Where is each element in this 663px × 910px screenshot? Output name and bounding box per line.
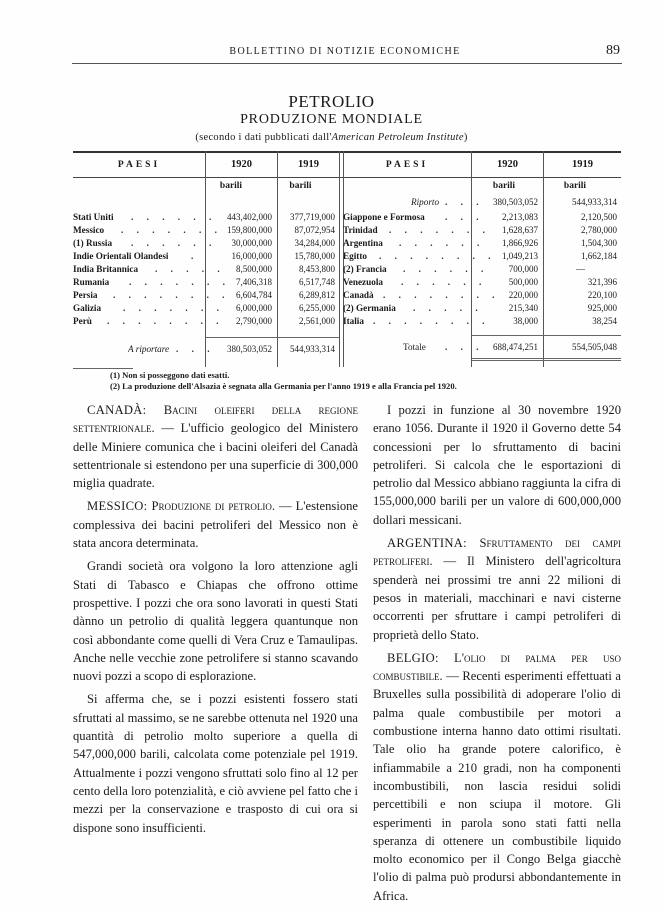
country-name: Italia: [343, 316, 364, 326]
value-1919: —: [576, 264, 585, 274]
header-rule: [72, 63, 622, 64]
leader-dots: . . . . .: [155, 264, 226, 274]
header-paesi-left: PAESI: [117, 160, 161, 170]
paragraph: I pozzi in funzione al 30 novembre 1920 erano 1056. Durante il 1920 il Governo dette 54 concessioni per lo sfruttamento di bacini petroliferi. Si calcola che le esportazioni di petrolio dal Messico abbiano raggiunta la cifra di 155,000,000 barili per un valore di 600,000,000 dollari messicani.: [373, 403, 621, 527]
country-name: Indie Orientali Olandesi: [73, 251, 169, 261]
carry-1920: 380,503,052: [493, 197, 538, 207]
article-body: — L'ufficio geologico del Ministero delle Miniere comunica che i bacini oleiferi del Canadà settentrionale si estendono per una superficie di 300,000 miglia quadrate.: [73, 421, 358, 491]
article-body: — L'estensione complessiva dei bacini petroliferi del Messico non è stata ancora determinata.: [73, 499, 358, 551]
subtotal-1919: 544,933,314: [290, 344, 335, 354]
country-name: Venezuola: [343, 277, 383, 287]
total-row: [343, 341, 621, 354]
country-name: Trinidad: [343, 225, 378, 235]
subtotal-row: [73, 343, 339, 356]
value-1919: 377,719,000: [290, 212, 335, 222]
value-1919: 2,561,000: [299, 316, 335, 326]
value-1919: 321,396: [587, 277, 617, 287]
value-1920: 30,000,000: [231, 238, 272, 248]
article-heading: BELGIO:: [387, 650, 439, 665]
value-1919: 6,255,000: [299, 303, 335, 313]
article-belgio: [373, 649, 621, 905]
total-1919: 554,505,048: [572, 342, 617, 352]
value-1919: 2,780,000: [581, 225, 617, 235]
carry-row: [343, 196, 621, 209]
value-1919: 925,000: [587, 303, 617, 313]
leader-dots: . . . . . . .: [121, 225, 223, 235]
table-row: [343, 263, 621, 276]
table-footnotes: [110, 370, 457, 392]
value-1920: 159,800,000: [227, 225, 272, 235]
value-1919: 1,662,184: [581, 251, 617, 261]
leader-dots: . . . . . .: [131, 238, 217, 248]
paragraph: Grandi società ora volgono la loro attenzione agli Stati di Tabasco e Chiapas che offrono ottime prospettive. I pozzi che ora sono lavorati in questi Stati dànno un petrolio di qualità leggera quantunque non così abbondante come quelli di Vera Cruz e Tamaulipas. Anche nelle vecchie zone petrolifere si stanno scavando nuovi pozzi a scopo di esplorazione.: [73, 559, 358, 684]
leader-dots: . . . . .: [413, 303, 484, 313]
subtotal-rule: [206, 337, 339, 338]
header-1919-right: 1919: [572, 159, 593, 170]
leader-dots: . . . . . . . .: [383, 290, 500, 300]
leader-dots: . . . . . . . .: [379, 251, 496, 261]
value-1920: 443,402,000: [227, 212, 272, 222]
total-double-rule: [472, 360, 621, 361]
value-1920: 6,604,784: [236, 290, 272, 300]
leader-dots: . . . . . .: [403, 264, 489, 274]
table-row: [73, 263, 339, 276]
unit-label: barili: [289, 181, 312, 191]
subtotal-label: A riportare: [128, 344, 170, 354]
production-table: [73, 151, 621, 370]
value-1920: 220,000: [508, 290, 538, 300]
value-1920: 2,790,000: [236, 316, 272, 326]
paragraph: Si afferma che, se i pozzi esistenti fossero stati sfruttati al massimo, se ne sarebbe ottenuta nel 1920 una quantità di petrolio molto superiore a quella di 547,000,000 barili, calcolata come potenziale pel 1919. Attualmente i pozzi vengono sfruttati solo fino al 12 per cento della loro potenzialità, e ciò avviene pel fatto che i mezzi per la conservazione e trasposto di cui ora si dispone sono insufficienti.: [73, 692, 358, 835]
value-1920: 2,213,083: [502, 212, 538, 222]
article-subheading: Produzione di petrolio.: [151, 499, 276, 514]
footnote-2: (2) La produzione dell'Alsazia è segnata alla Germania per l'anno 1919 e alla Francia pel 1920.: [110, 381, 457, 391]
leader-dots: .: [191, 251, 199, 261]
country-name: Galizia: [73, 303, 102, 313]
value-1919: 6,289,812: [299, 290, 335, 300]
country-name: Messico: [73, 225, 105, 235]
value-1919: 1,504,300: [581, 238, 617, 248]
country-name: Egitto: [343, 251, 367, 261]
unit-label: barili: [219, 181, 243, 191]
table-row: [343, 276, 621, 289]
country-name: (2) Francia: [343, 264, 387, 274]
value-1919: 15,780,000: [294, 251, 335, 261]
article-heading: CANADÀ:: [87, 403, 147, 417]
value-1920: 1,866,926: [502, 238, 538, 248]
leader-dots: . . . . . . . .: [107, 316, 224, 326]
carry-label: Riporto: [411, 197, 440, 207]
leader-dots: . . . . . .: [131, 212, 217, 222]
table-row: [73, 276, 339, 289]
section-title: PETROLIO: [288, 92, 375, 111]
article-body: — Recenti esperimenti effettuati a Bruxelles sulla possibilità di adoperare l'olio di palma quale combustibile per motori a combustione interna hanno dato ottimi risultati. Tale olio ha grande potere calorifico, è infiammabile a 210 gradi, non ha componenti incombustibili, non lascia residui solidi percettibili e non sciupa il motore. Gli esperimenti in parola sono stati fatti nella speranza di ottenere un combustibile liquido molto economico per il Congo Belga giacchè l'olio di palma può prodursi abbondantemente in Africa.: [373, 669, 621, 903]
value-1920: 1,049,213: [502, 251, 538, 261]
page-number: 89: [606, 43, 620, 58]
value-1919: 220,100: [587, 290, 617, 300]
country-name: Perù: [73, 316, 92, 326]
value-1920: 38,000: [513, 316, 538, 326]
table-header-rule: [73, 177, 621, 178]
table-row: [343, 315, 621, 328]
leader-dots: . . . . . . . .: [113, 290, 230, 300]
leader-dots: . . .: [445, 197, 484, 207]
value-1919: 87,072,954: [294, 225, 335, 235]
table-row: [343, 211, 621, 224]
right-column: [373, 401, 621, 910]
leader-dots: . . .: [176, 344, 215, 354]
total-rule: [472, 335, 621, 336]
header-1920-right: 1920: [497, 159, 518, 170]
unit-label: barili: [492, 181, 516, 191]
article-body: — Il Ministero dell'agricoltura spenderà nei prossimi tre anni 22 milioni di pesos in materiali, macchinari e navi cisterne occorrenti per sfruttare i campi petroliferi di proprietà dello Stato.: [373, 554, 621, 642]
value-1919: 2,120,500: [581, 212, 617, 222]
leader-dots: . . .: [445, 342, 484, 352]
table-row: [73, 315, 339, 328]
table-row: [343, 250, 621, 263]
header-1920-left: 1920: [231, 159, 252, 170]
article-argentina: [373, 534, 621, 644]
source-institute: American Petroleum Institute: [331, 132, 464, 143]
leader-dots: . . . . . .: [399, 238, 485, 248]
country-name: Persia: [73, 290, 98, 300]
leader-dots: . . .: [445, 212, 484, 222]
country-name: Canadà: [343, 290, 374, 300]
running-header: [70, 40, 620, 62]
value-1920: 215,340: [508, 303, 538, 313]
value-1920: 700,000: [508, 264, 538, 274]
article-subheading: Bacini oleiferi della regione settentrionale.: [73, 403, 358, 436]
value-1919: 8,453,800: [299, 264, 335, 274]
leader-dots: . . . . . . .: [129, 277, 231, 287]
article-heading: MESSICO:: [87, 499, 148, 514]
left-column: [73, 401, 358, 842]
article-subheading: L'olio di palma per uso combustibile.: [373, 650, 621, 684]
total-double-rule: [472, 358, 621, 359]
subtotal-1920: 380,503,052: [227, 344, 272, 354]
country-name: (1) Russia: [73, 238, 113, 248]
leader-dots: . . . . . . .: [389, 225, 491, 235]
footnote-rule: [73, 368, 133, 369]
value-1920: 500,000: [508, 277, 538, 287]
article-canada: [73, 401, 358, 492]
table-row: [73, 250, 339, 263]
article-messico: [73, 497, 358, 552]
leader-dots: . . . . . .: [401, 277, 487, 287]
country-name: (2) Germania: [343, 303, 396, 313]
value-1919: 34,284,000: [294, 238, 335, 248]
country-name: Argentina: [343, 238, 383, 248]
country-name: Rumania: [73, 277, 110, 287]
total-1920: 688,474,251: [493, 342, 538, 352]
footnote-1: (1) Non si posseggono dati esatti.: [110, 370, 230, 380]
table-row: [73, 237, 339, 250]
value-1920: 8,500,000: [236, 264, 272, 274]
leader-dots: . . . . . . .: [123, 303, 225, 313]
value-1919: 38,254: [592, 316, 617, 326]
table-row: [343, 224, 621, 237]
total-label: Totale: [403, 342, 426, 352]
header-paesi-right: PAESI: [385, 160, 429, 170]
country-name: Stati Uniti: [73, 212, 114, 222]
source-prefix: (secondo i dati pubblicati dall': [195, 132, 332, 143]
section-subtitle: PRODUZIONE MONDIALE: [240, 112, 423, 127]
value-1920: 1,628,637: [502, 225, 538, 235]
table-row: [73, 224, 339, 237]
source-suffix: ): [463, 132, 468, 143]
value-1920: 7,406,318: [236, 277, 272, 287]
table-row: [73, 211, 339, 224]
value-1920: 16,000,000: [231, 251, 272, 261]
source-note: [0, 132, 663, 143]
unit-label: barili: [563, 181, 587, 191]
value-1919: 6,517,748: [299, 277, 335, 287]
journal-title: BOLLETTINO DI NOTIZIE ECONOMICHE: [229, 46, 461, 57]
country-name: Giappone e Formosa: [343, 212, 425, 222]
table-row: [73, 289, 339, 302]
table-row: [343, 237, 621, 250]
article-subheading: Sfruttamento dei campi petroliferi.: [373, 536, 622, 569]
country-name: India Britannica: [73, 264, 139, 274]
table-row: [343, 289, 621, 302]
table-row: [343, 302, 621, 315]
table-top-rule: [73, 151, 621, 153]
value-1920: 6,000,000: [236, 303, 272, 313]
article-heading: ARGENTINA:: [387, 536, 467, 551]
header-1919-left: 1919: [298, 159, 319, 170]
carry-1919: 544,933,314: [572, 197, 617, 207]
table-row: [73, 302, 339, 315]
leader-dots: . . . . . . . .: [373, 316, 490, 326]
